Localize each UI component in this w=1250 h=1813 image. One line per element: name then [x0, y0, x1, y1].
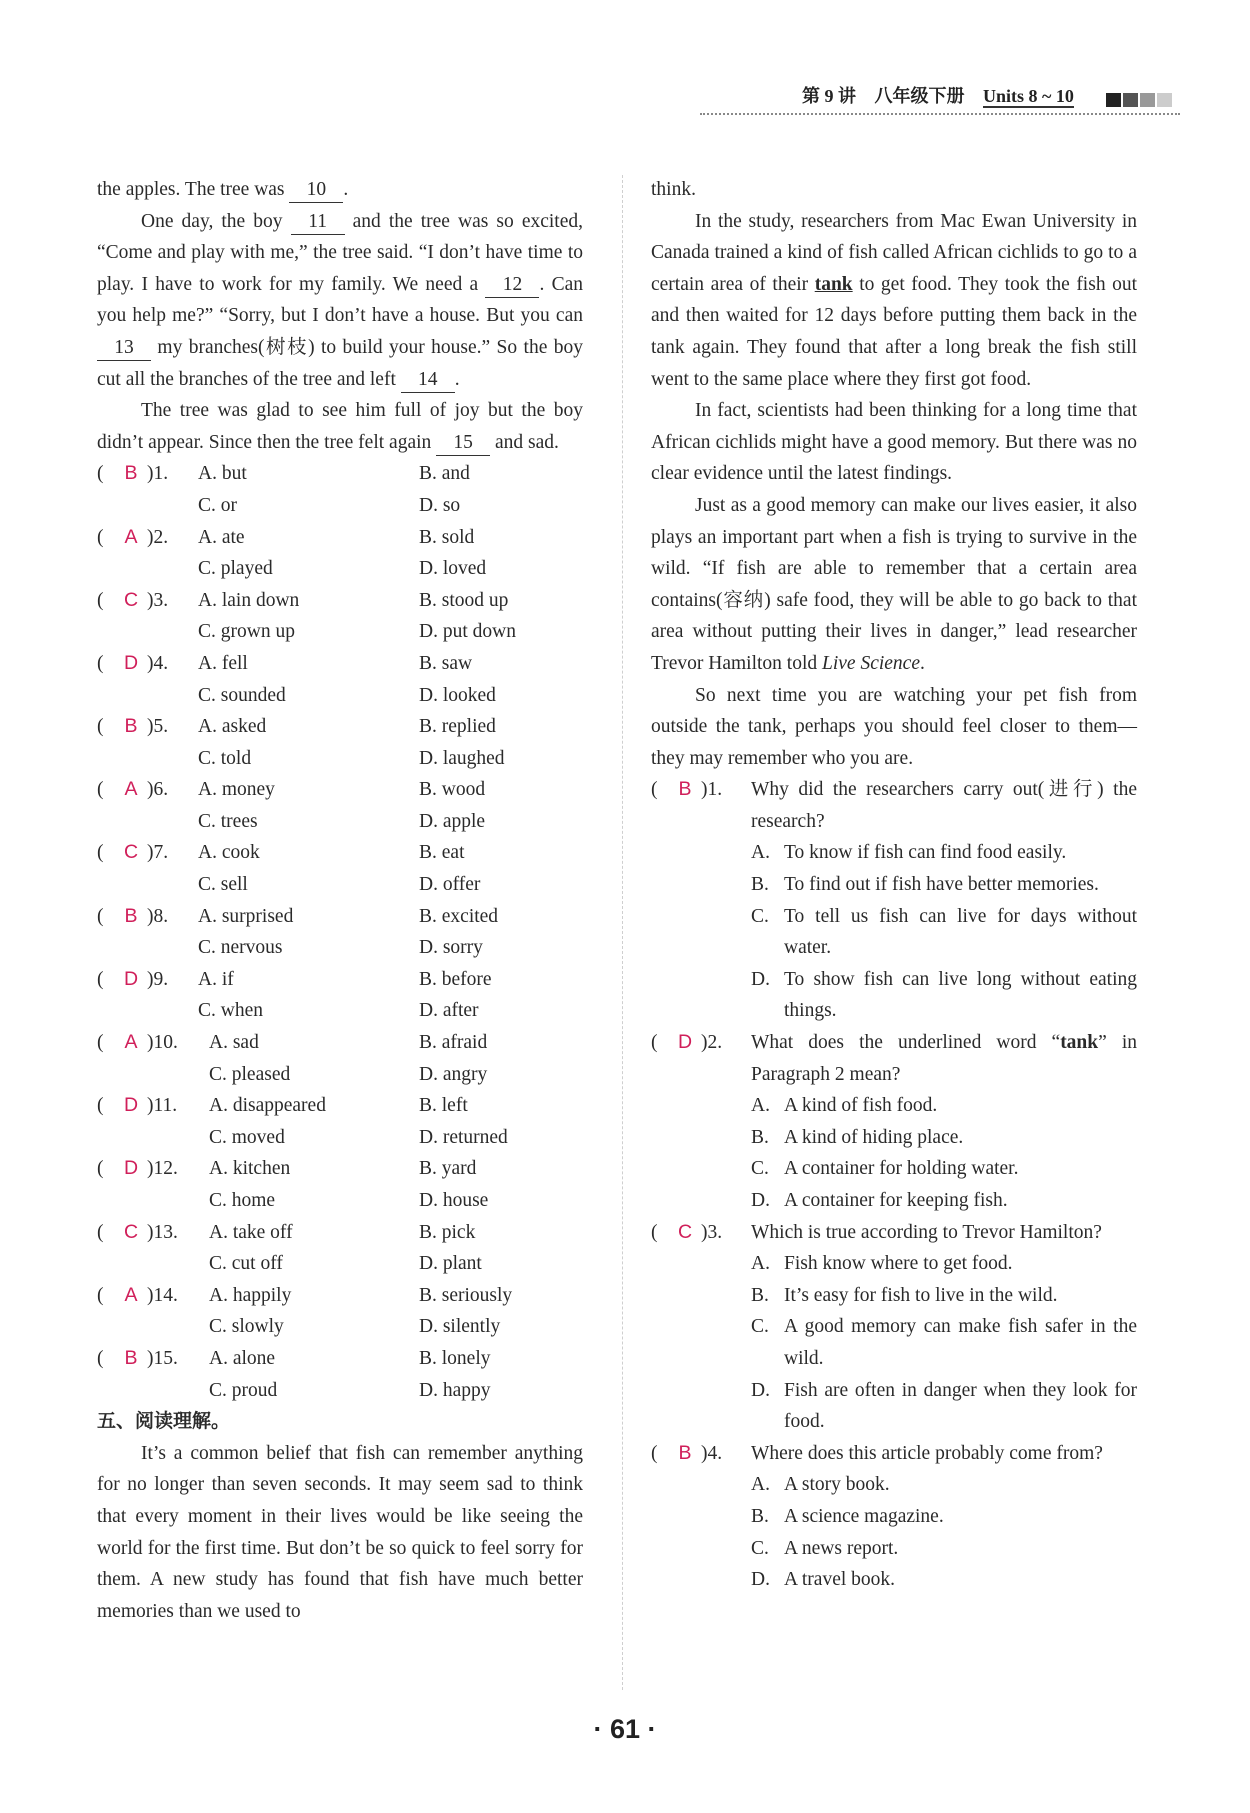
- choice-row: [97, 1090, 583, 1122]
- header-block: [1106, 93, 1121, 107]
- choice-row: [97, 648, 583, 680]
- choice-row: [97, 711, 583, 743]
- answer-option: [651, 1311, 1137, 1374]
- option-c: C. slowly: [209, 1316, 284, 1338]
- answer-mark: B: [678, 1441, 692, 1464]
- choice-row: [97, 616, 583, 648]
- answer-option: [651, 1375, 1137, 1438]
- choice-row: [97, 1248, 583, 1280]
- header-block: [1123, 93, 1138, 107]
- choice-row: [97, 680, 583, 712]
- right-column: [651, 174, 1137, 1596]
- option-c: C. or: [198, 494, 237, 516]
- choice-row: [97, 553, 583, 585]
- choice-row: [97, 743, 583, 775]
- option-b: B. pick: [419, 1221, 476, 1243]
- choice-row: [97, 932, 583, 964]
- answer-option: [651, 901, 1137, 964]
- answer-mark: A: [124, 1031, 138, 1054]
- option-letter: B.: [751, 1284, 769, 1306]
- answer-mark: C: [677, 1220, 693, 1243]
- answer-mark: D: [123, 1157, 139, 1180]
- answer-option: [651, 1533, 1137, 1565]
- reading-question: [651, 1217, 1137, 1249]
- question-number: )6.: [147, 779, 169, 801]
- option-c: C. cut off: [209, 1253, 283, 1275]
- blank-10: 10: [289, 178, 343, 203]
- source-title: Live Science: [822, 652, 920, 674]
- answer-option: [651, 1248, 1137, 1280]
- reading-paragraph: Just as a good memory can make our lives easier, it also plays an important part when a fish is trying to survive in the wild. “If fish are able to remember that a certain area contains(容纳) safe food, they will be able to go back to that area without putting their lives in danger,” lead researcher Trevor Hamilton told Live Science.: [651, 494, 1137, 674]
- option-letter: D.: [751, 1569, 770, 1591]
- option-letter: A.: [751, 1095, 770, 1117]
- left-column: [97, 174, 583, 1627]
- bracket: (: [651, 779, 658, 801]
- reading-questions: [651, 774, 1137, 1595]
- option-d: D. so: [419, 494, 461, 516]
- option-letter: A.: [751, 1253, 770, 1275]
- option-a: A. lain down: [198, 589, 300, 611]
- bracket: (: [97, 716, 104, 738]
- reading-paragraph-end: think.: [651, 179, 696, 200]
- answer-mark: A: [124, 778, 138, 801]
- bracket: (: [97, 905, 104, 927]
- option-c: C. moved: [209, 1126, 285, 1148]
- blank-14: 14: [401, 368, 455, 393]
- choice-row: [97, 995, 583, 1027]
- option-c: C. home: [209, 1190, 276, 1211]
- option-c: C. pleased: [209, 1063, 291, 1085]
- option-a: A. fell: [198, 652, 248, 674]
- grade-label: 八年级下册: [874, 86, 965, 106]
- option-c: C. proud: [209, 1379, 278, 1401]
- option-a: A. kitchen: [209, 1158, 291, 1180]
- reading-paragraph: In the study, researchers from Mac Ewan University in Canada trained a kind of fish called African cichlids to go to a certain area of their tank to get food. They took the fish out and then waited for 12 days before putting them back in the tank again. They found that after a long break the fish still went to the same place where they first got food.: [651, 210, 1138, 390]
- reading-question: [651, 774, 1137, 837]
- option-a: A. happily: [209, 1284, 292, 1306]
- choice-row: [97, 774, 583, 806]
- answer-option: [651, 837, 1137, 869]
- option-a: A. asked: [198, 716, 267, 738]
- answer-mark: B: [124, 715, 138, 738]
- option-text: A kind of fish food.: [784, 1095, 938, 1117]
- bracket: (: [97, 1032, 104, 1054]
- option-b: B. seriously: [419, 1284, 513, 1306]
- option-letter: A.: [751, 1474, 770, 1496]
- answer-mark: B: [124, 904, 138, 927]
- header-block: [1157, 93, 1172, 107]
- choice-row: [97, 1153, 583, 1185]
- choice-row: [97, 1217, 583, 1249]
- option-b: B. lonely: [419, 1347, 491, 1369]
- question-number: )4.: [701, 1442, 723, 1464]
- option-a: A. but: [198, 463, 247, 485]
- bracket: (: [97, 526, 104, 548]
- option-b: B. saw: [419, 652, 473, 674]
- option-text: A travel book.: [784, 1569, 896, 1591]
- option-a: A. sad: [209, 1032, 259, 1054]
- choice-row: [97, 1027, 583, 1059]
- option-c: C. grown up: [198, 621, 295, 643]
- header-dotted-rule: [700, 113, 1180, 115]
- option-a: A. take off: [209, 1221, 293, 1243]
- question-number: )15.: [147, 1347, 178, 1369]
- option-c: C. told: [198, 747, 252, 769]
- option-letter: B.: [751, 1505, 769, 1527]
- choice-row: [97, 490, 583, 522]
- option-a: A. cook: [198, 842, 260, 864]
- question-stem: Which is true according to Trevor Hamilton?: [751, 1221, 1102, 1243]
- option-d: D. put down: [419, 621, 516, 643]
- option-b: B. yard: [419, 1158, 477, 1180]
- option-letter: C.: [751, 1537, 769, 1559]
- option-letter: A.: [751, 842, 770, 864]
- option-d: D. apple: [419, 810, 486, 832]
- answer-option: [651, 869, 1137, 901]
- option-b: B. excited: [419, 905, 499, 927]
- question-number: )2.: [147, 526, 169, 548]
- choice-row: [97, 1122, 583, 1154]
- option-d: D. plant: [419, 1253, 482, 1275]
- answer-option: [651, 1280, 1137, 1312]
- bracket: (: [97, 1158, 104, 1180]
- choice-row: [97, 1375, 583, 1407]
- option-b: B. and: [419, 463, 470, 485]
- question-number: )3.: [701, 1221, 723, 1243]
- option-c: C. when: [198, 1000, 263, 1022]
- option-a: A. surprised: [198, 905, 294, 927]
- option-c: C. sell: [198, 874, 248, 896]
- bracket: (: [97, 1284, 104, 1306]
- answer-option: [651, 1564, 1137, 1596]
- bracket: (: [97, 1095, 104, 1117]
- lesson-label: 第 9 讲: [802, 86, 856, 106]
- blank-12: 12: [485, 273, 539, 298]
- option-text: To know if fish can find food easily.: [784, 842, 1067, 864]
- cloze-paragraph: the apples. The tree was 10 .: [97, 174, 583, 206]
- option-d: D. happy: [419, 1379, 491, 1401]
- option-b: B. before: [419, 968, 492, 990]
- cloze-choices: [97, 458, 583, 1406]
- option-c: C. played: [198, 558, 273, 580]
- choice-row: [97, 1059, 583, 1091]
- option-b: B. eat: [419, 842, 465, 864]
- answer-mark: B: [124, 462, 138, 485]
- option-d: D. house: [419, 1190, 489, 1211]
- reading-paragraph: So next time you are watching your pet fish from outside the tank, perhaps you should feel closer to them—they may remember who you are.: [651, 684, 1137, 769]
- option-a: A. disappeared: [209, 1095, 326, 1117]
- bracket: (: [97, 463, 104, 485]
- header-block: [1140, 93, 1155, 107]
- option-letter: D.: [751, 1190, 770, 1211]
- choice-row: [97, 806, 583, 838]
- bracket: (: [97, 1347, 104, 1369]
- option-letter: C.: [751, 1316, 769, 1338]
- option-d: D. loved: [419, 558, 487, 580]
- option-d: D. looked: [419, 684, 496, 706]
- question-number: )2.: [701, 1032, 723, 1054]
- option-text: A container for keeping fish.: [784, 1190, 1008, 1211]
- question-number: )14.: [147, 1284, 178, 1306]
- question-number: )8.: [147, 905, 169, 927]
- choice-row: [97, 1343, 583, 1375]
- question-number: )5.: [147, 716, 169, 738]
- option-text: Fish are often in danger when they look for food.: [784, 1379, 1137, 1433]
- question-stem: Why did the researchers carry out(进行) the research?: [751, 779, 1137, 832]
- option-text: To show fish can live long without eating things.: [784, 968, 1137, 1022]
- answer-option: [651, 1469, 1137, 1501]
- bracket: (: [97, 652, 104, 674]
- question-stem: Where does this article probably come from?: [751, 1442, 1103, 1464]
- option-b: B. left: [419, 1095, 468, 1117]
- bracket: (: [97, 842, 104, 864]
- choice-row: [97, 869, 583, 901]
- option-d: D. sorry: [419, 937, 483, 959]
- answer-option: [651, 1501, 1137, 1533]
- choice-row: [97, 901, 583, 933]
- question-number: )1.: [147, 463, 169, 485]
- option-b: B. replied: [419, 716, 496, 738]
- option-letter: D.: [751, 968, 770, 990]
- reading-paragraph: It’s a common belief that fish can remember anything for no longer than seven seconds. It may seem sad to think that every moment in their lives would be like seeing the world for the first time. But don’t be so quick to feel sorry for them. A new study has found that fish have much better memories than we used to: [97, 1442, 583, 1622]
- option-b: B. stood up: [419, 589, 509, 611]
- option-d: D. returned: [419, 1126, 508, 1148]
- blank-11: 11: [291, 210, 345, 235]
- bracket: (: [97, 1221, 104, 1243]
- reading-question: [651, 1027, 1137, 1090]
- reading-question: [651, 1438, 1137, 1470]
- answer-mark: B: [124, 1346, 138, 1369]
- option-text: A container for holding water.: [784, 1158, 1019, 1180]
- question-number: )10.: [147, 1032, 178, 1054]
- choice-row: [97, 522, 583, 554]
- option-d: D. angry: [419, 1063, 488, 1085]
- choice-row: [97, 837, 583, 869]
- option-letter: C.: [751, 905, 769, 927]
- option-b: B. sold: [419, 526, 475, 548]
- running-header: [802, 82, 1088, 108]
- option-c: C. sounded: [198, 684, 286, 706]
- page-number: · 61 ·: [593, 1714, 657, 1744]
- option-letter: D.: [751, 1379, 770, 1401]
- option-a: A. money: [198, 779, 275, 801]
- option-text: A kind of hiding place.: [784, 1126, 964, 1148]
- answer-mark: C: [123, 588, 139, 611]
- choice-row: [97, 1311, 583, 1343]
- question-number: )12.: [147, 1158, 178, 1180]
- question-number: )13.: [147, 1221, 178, 1243]
- answer-mark: C: [123, 1220, 139, 1243]
- choice-row: [97, 585, 583, 617]
- bracket: (: [97, 779, 104, 801]
- reading-paragraph: In fact, scientists had been thinking for a long time that African cichlids might have a good memory. But there was no clear evidence until the latest findings.: [651, 400, 1137, 485]
- option-text: A news report.: [784, 1537, 899, 1559]
- option-a: A. ate: [198, 526, 245, 548]
- bracket: (: [651, 1442, 658, 1464]
- option-letter: B.: [751, 874, 769, 896]
- option-text: Fish know where to get food.: [784, 1253, 1013, 1275]
- cloze-paragraph: The tree was glad to see him full of joy but the boy didn’t appear. Since then the tree felt again 15 and sad.: [97, 395, 583, 458]
- choice-row: [97, 964, 583, 996]
- column-divider: [622, 175, 623, 1690]
- header-blocks: [1106, 93, 1174, 112]
- units-label: Units 8 ~ 10: [983, 86, 1074, 106]
- answer-mark: D: [677, 1031, 693, 1054]
- option-b: B. wood: [419, 779, 486, 801]
- blank-15: 15: [436, 431, 490, 456]
- question-number: )4.: [147, 652, 169, 674]
- blank-13: 13: [97, 336, 151, 361]
- option-d: D. laughed: [419, 747, 505, 769]
- question-number: )11.: [147, 1095, 178, 1117]
- question-number: )3.: [147, 589, 169, 611]
- question-number: )1.: [701, 779, 723, 801]
- answer-option: [651, 1153, 1137, 1185]
- answer-mark: B: [678, 778, 692, 801]
- answer-mark: D: [123, 651, 139, 674]
- option-a: A. if: [198, 968, 234, 990]
- option-text: A good memory can make fish safer in the wild.: [784, 1316, 1137, 1369]
- question-number: )7.: [147, 842, 169, 864]
- answer-option: [651, 1090, 1137, 1122]
- question-stem: What does the underlined word “tank” in Paragraph 2 mean?: [751, 1032, 1137, 1085]
- option-d: D. silently: [419, 1316, 501, 1338]
- option-text: To find out if fish have better memories.: [784, 874, 1099, 896]
- answer-mark: A: [124, 1283, 138, 1306]
- section-title: 五、阅读理解。: [97, 1410, 231, 1433]
- question-number: )9.: [147, 968, 169, 990]
- answer-mark: D: [123, 967, 139, 990]
- option-c: C. trees: [198, 810, 258, 832]
- option-c: C. nervous: [198, 937, 283, 959]
- underlined-word: tank: [814, 273, 853, 295]
- answer-option: [651, 1185, 1137, 1217]
- bracket: (: [651, 1221, 658, 1243]
- bracket: (: [97, 968, 104, 990]
- option-d: D. offer: [419, 874, 481, 896]
- choice-row: [97, 1280, 583, 1312]
- option-letter: C.: [751, 1158, 769, 1180]
- option-text: A story book.: [784, 1474, 890, 1496]
- answer-mark: D: [123, 1094, 139, 1117]
- answer-mark: C: [123, 841, 139, 864]
- option-b: B. afraid: [419, 1032, 488, 1054]
- bracket: (: [651, 1032, 658, 1054]
- option-text: A science magazine.: [784, 1505, 944, 1527]
- option-d: D. after: [419, 1000, 479, 1022]
- option-a: A. alone: [209, 1347, 276, 1369]
- answer-option: [651, 1122, 1137, 1154]
- cloze-paragraph: One day, the boy 11 and the tree was so excited, “Come and play with me,” the tree said. “I don’t have time to play. I have to work for my family. We need a 12 . Can you help me?” “Sorry, but I don’t have a house. But you can 13 my branches(树枝) to build your house.” So the boy cut all the branches of the tree and left 14 .: [97, 206, 583, 396]
- answer-mark: A: [124, 525, 138, 548]
- option-letter: B.: [751, 1126, 769, 1148]
- option-text: It’s easy for fish to live in the wild.: [784, 1284, 1058, 1306]
- choice-row: [97, 458, 583, 490]
- bracket: (: [97, 589, 104, 611]
- option-text: To tell us fish can live for days without water.: [784, 905, 1137, 959]
- answer-option: [651, 964, 1137, 1027]
- choice-row: [97, 1185, 583, 1217]
